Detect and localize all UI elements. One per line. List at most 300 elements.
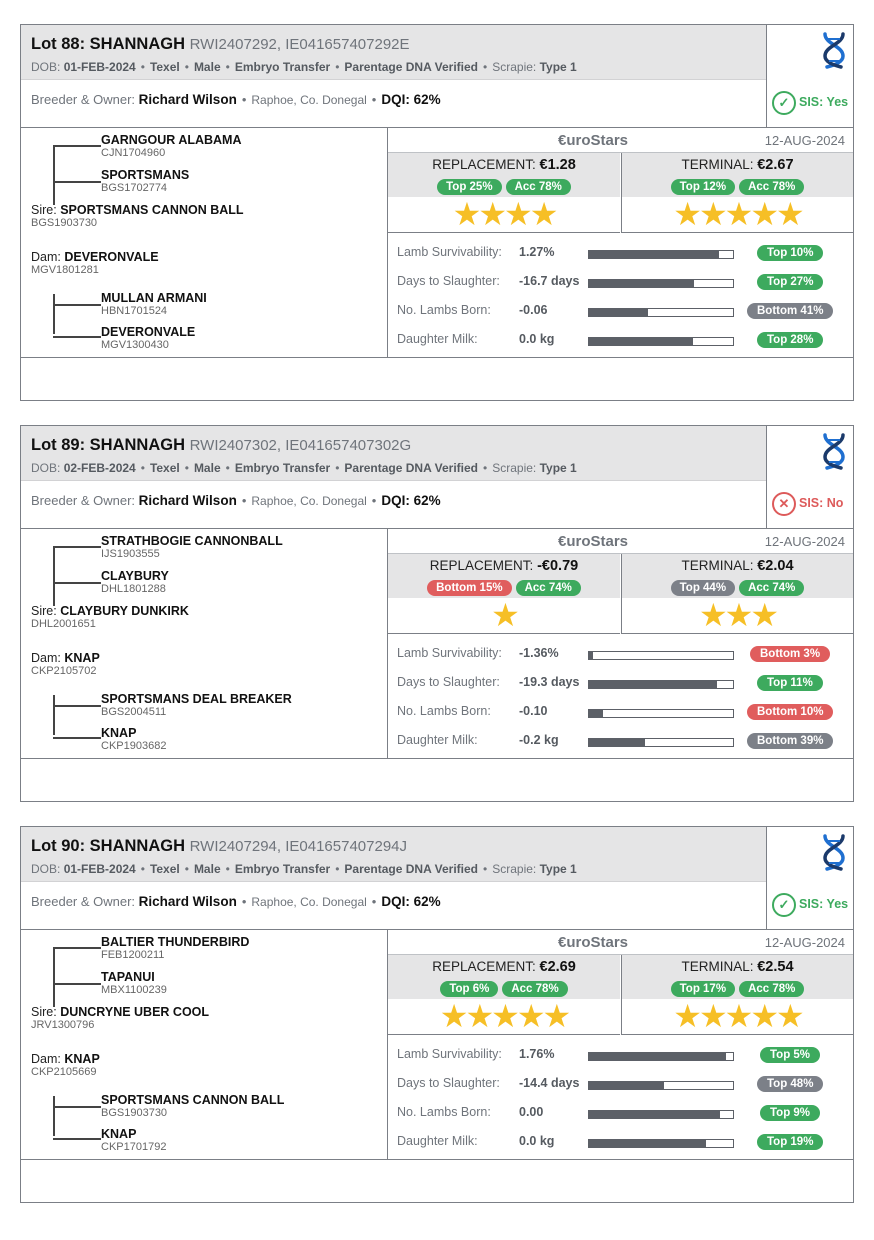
pedigree-sire (31, 203, 244, 229)
replacement-star-rating (388, 1000, 620, 1032)
dqi-value: DQI: 62% (381, 894, 441, 909)
breeder-line (31, 92, 441, 107)
star-icon: ★ (491, 998, 517, 1034)
pedigree-animal-name: KNAP (101, 1127, 137, 1141)
replacement-index (388, 554, 620, 634)
breed: Texel (149, 60, 180, 74)
replacement-star-rating (388, 198, 620, 230)
separator-dot: • (241, 894, 247, 909)
replacement-accuracy-badge: Acc 78% (502, 981, 567, 997)
separator-dot: • (335, 60, 340, 74)
pedigree-animal-name: KNAP (64, 651, 100, 665)
eurostars-title: €uroStars (557, 533, 629, 550)
lot-status-panel (766, 25, 853, 127)
trait-value: -16.7 days (519, 274, 580, 288)
pedigree-animal-name: SPORTSMANS CANNON BALL (101, 1093, 285, 1107)
pedigree-name (101, 692, 292, 706)
pedigree-reg: HBN1701524 (101, 305, 168, 317)
trait-row (388, 668, 853, 697)
eurostars-date: 12-AUG-2024 (764, 534, 845, 549)
trait-bar-fill (589, 710, 603, 717)
pedigree-animal-name: SPORTSMANS (101, 168, 190, 182)
trait-list (388, 235, 853, 359)
pedigree-connector (53, 695, 55, 735)
breeder-name: Richard Wilson (138, 92, 237, 107)
replacement-value: -€0.79 (537, 558, 579, 574)
replacement-rank-badge: Bottom 15% (427, 580, 511, 596)
pedigree-reg: DHL2001651 (31, 618, 96, 630)
lot-details-line (31, 60, 577, 74)
trait-rank-badge: Top 48% (757, 1076, 823, 1092)
terminal-value: €2.04 (757, 558, 794, 574)
trait-bar (588, 1110, 734, 1119)
method: Embryo Transfer (234, 862, 331, 876)
pedigree-animal-name: TAPANUI (101, 970, 155, 984)
pedigree-tree (21, 529, 388, 758)
sis-text: SIS: No (799, 496, 844, 510)
lot-body (21, 127, 853, 358)
pedigree-connector (53, 947, 55, 1007)
pedigree-dam-sire (101, 692, 292, 718)
lot-header (21, 426, 766, 481)
scrapie-label: Scrapie: (492, 60, 537, 74)
trait-bar-fill (589, 280, 694, 287)
trait-row (388, 267, 853, 296)
trait-rank-badge: Top 19% (757, 1134, 823, 1150)
breeder-name: Richard Wilson (138, 493, 237, 508)
trait-label: Daughter Milk: (397, 733, 478, 747)
dna-icon (821, 834, 847, 872)
pedigree-sire-dam (101, 569, 169, 595)
replacement-index-summary (388, 554, 620, 598)
sex: Male (193, 60, 221, 74)
terminal-accuracy-badge: Acc 74% (739, 580, 804, 596)
trait-rank-badge: Top 5% (760, 1047, 820, 1063)
trait-row (388, 1127, 853, 1156)
breeder-label: Breeder & Owner: (31, 894, 136, 909)
trait-value: -19.3 days (519, 675, 580, 689)
trait-bar-fill (589, 1082, 664, 1089)
trait-row (388, 697, 853, 726)
pedigree-reg: CJN1704960 (101, 147, 166, 159)
trait-row (388, 1069, 853, 1098)
pedigree-sire-sire (101, 534, 283, 560)
star-icon: ★ (439, 998, 466, 1034)
pedigree-animal-name: MULLAN ARMANI (101, 291, 207, 305)
trait-row (388, 296, 853, 325)
pedigree-animal-name: STRATHBOGIE CANNONBALL (101, 534, 283, 548)
pedigree-name (31, 1052, 100, 1066)
sis-status (772, 91, 852, 115)
pedigree-connector (53, 737, 101, 739)
pedigree-name (101, 935, 249, 949)
trait-bar (588, 308, 734, 317)
pedigree-dam (31, 651, 100, 677)
trait-row (388, 238, 853, 267)
trait-bar-fill (589, 309, 648, 316)
trait-bar (588, 651, 734, 660)
trait-label: No. Lambs Born: (397, 704, 491, 718)
star-icon: ★ (478, 196, 504, 232)
lot-title (31, 436, 411, 455)
terminal-index-summary (622, 554, 853, 598)
parentage: Parentage DNA Verified (344, 461, 479, 475)
lot-name: Lot 89: SHANNAGH (31, 436, 186, 454)
breeder-label: Breeder & Owner: (31, 92, 136, 107)
eurostars-header (388, 930, 853, 955)
star-icon: ★ (491, 597, 517, 633)
terminal-label-text: TERMINAL: (681, 558, 754, 573)
lot-ids: RWI2407302, IE041657407302G (189, 437, 412, 454)
lot-header (21, 25, 766, 80)
separator-dot: • (371, 92, 377, 107)
trait-rank-badge: Bottom 3% (750, 646, 830, 662)
trait-value: 0.0 kg (519, 1134, 555, 1148)
trait-bar-fill (589, 1140, 706, 1147)
pedigree-animal-name: DEVERONVALE (101, 325, 196, 339)
dna-icon (821, 433, 847, 471)
eurostars-panel (388, 930, 853, 1159)
pedigree-dam-sire (101, 1093, 284, 1119)
terminal-label-text: TERMINAL: (681, 157, 754, 172)
pedigree-sire (31, 1005, 209, 1031)
terminal-index (621, 955, 853, 1035)
trait-bar (588, 709, 734, 718)
trait-label: Daughter Milk: (397, 1134, 478, 1148)
pedigree-sire-sire (101, 133, 242, 159)
terminal-index-summary (622, 955, 853, 999)
star-icon: ★ (516, 998, 543, 1034)
trait-bar (588, 279, 734, 288)
star-icon: ★ (750, 998, 777, 1034)
lot-card (20, 24, 854, 401)
pedigree-dam (31, 1052, 100, 1078)
eurostars-date: 12-AUG-2024 (764, 935, 845, 950)
terminal-badges (622, 979, 853, 997)
trait-value: -14.4 days (519, 1076, 580, 1090)
separator-dot: • (225, 461, 230, 475)
pedigree-role: Sire: (31, 604, 57, 618)
trait-rank-badge: Top 9% (760, 1105, 820, 1121)
trait-bar (588, 1139, 734, 1148)
pedigree-name (101, 726, 166, 740)
scrapie-value: Type 1 (539, 60, 577, 74)
star-icon: ★ (452, 196, 479, 232)
breed: Texel (149, 461, 180, 475)
pedigree-name (101, 1093, 284, 1107)
replacement-index (388, 153, 620, 233)
replacement-index-summary (388, 955, 620, 999)
separator-dot: • (184, 461, 189, 475)
trait-value: -1.36% (519, 646, 559, 660)
trait-row (388, 1040, 853, 1069)
lot-card (20, 425, 854, 802)
pedigree-connector (53, 947, 101, 949)
replacement-label (388, 558, 620, 574)
pedigree-sire-sire (101, 935, 249, 961)
lot-notes-area (21, 1161, 853, 1202)
terminal-index (621, 153, 853, 233)
scrapie-label: Scrapie: (492, 461, 537, 475)
eurostars-header (388, 128, 853, 153)
trait-bar-fill (589, 681, 717, 688)
breeder-location: Raphoe, Co. Donegal (251, 494, 367, 508)
dob-label: DOB: (31, 60, 61, 74)
eurostars-panel (388, 529, 853, 758)
trait-row (388, 1098, 853, 1127)
trait-rank-badge: Bottom 39% (747, 733, 833, 749)
lot-notes-area (21, 359, 853, 400)
replacement-accuracy-badge: Acc 78% (506, 179, 571, 195)
replacement-label-text: REPLACEMENT: (429, 558, 534, 573)
lot-status-panel (766, 827, 853, 929)
star-icon: ★ (529, 196, 556, 232)
pedigree-name (101, 133, 242, 147)
trait-row (388, 325, 853, 354)
star-icon: ★ (724, 597, 751, 633)
pedigree-reg: IJS1903555 (101, 548, 160, 560)
terminal-value: €2.54 (757, 959, 794, 975)
terminal-star-rating (622, 1000, 853, 1032)
pedigree-reg: BGS2004511 (101, 706, 167, 718)
pedigree-reg: BGS1903730 (31, 217, 98, 229)
star-icon: ★ (698, 597, 725, 633)
replacement-index (388, 955, 620, 1035)
replacement-rank-badge: Top 6% (440, 981, 498, 997)
pedigree-name (31, 604, 189, 618)
separator-dot: • (335, 461, 340, 475)
separator-dot: • (225, 60, 230, 74)
star-icon: ★ (698, 998, 725, 1034)
trait-value: -0.2 kg (519, 733, 559, 747)
trait-bar-fill (589, 338, 693, 345)
pedigree-dam-dam (101, 726, 166, 752)
method: Embryo Transfer (234, 461, 331, 475)
separator-dot: • (225, 862, 230, 876)
sis-status (772, 893, 852, 917)
trait-rank-badge: Top 11% (757, 675, 823, 691)
trait-bar-fill (589, 251, 719, 258)
pedigree-reg: MBX1100239 (101, 984, 167, 996)
separator-dot: • (241, 493, 247, 508)
trait-row (388, 726, 853, 755)
dob-value: 01-FEB-2024 (63, 60, 136, 74)
separator-dot: • (140, 60, 145, 74)
star-icon: ★ (724, 998, 751, 1034)
replacement-label-text: REPLACEMENT: (432, 157, 536, 172)
pedigree-animal-name: CLAYBURY DUNKIRK (60, 604, 189, 618)
dob-value: 02-FEB-2024 (63, 461, 136, 475)
separator-dot: • (140, 461, 145, 475)
pedigree-animal-name: CLAYBURY (101, 569, 169, 583)
pedigree-connector (53, 145, 101, 147)
terminal-rank-badge: Top 44% (671, 580, 735, 596)
trait-rank-badge: Bottom 10% (747, 704, 833, 720)
sis-text: SIS: Yes (799, 897, 849, 911)
eurostars-header (388, 529, 853, 554)
replacement-label-text: REPLACEMENT: (432, 959, 536, 974)
terminal-label (622, 558, 853, 574)
replacement-badges (388, 979, 620, 997)
sis-status (772, 492, 852, 516)
lot-details-line (31, 862, 577, 876)
star-icon: ★ (698, 196, 725, 232)
pedigree-name (101, 970, 167, 984)
trait-label: No. Lambs Born: (397, 1105, 491, 1119)
trait-bar (588, 738, 734, 747)
pedigree-connector (53, 294, 55, 334)
separator-dot: • (371, 493, 377, 508)
pedigree-animal-name: SPORTSMANS CANNON BALL (60, 203, 244, 217)
pedigree-role: Dam: (31, 651, 61, 665)
pedigree-animal-name: KNAP (64, 1052, 100, 1066)
trait-label: Lamb Survivability: (397, 1047, 502, 1061)
lot-header (21, 827, 766, 882)
scrapie-value: Type 1 (539, 461, 577, 475)
pedigree-name (31, 250, 159, 264)
pedigree-connector (53, 546, 101, 548)
terminal-accuracy-badge: Acc 78% (739, 179, 804, 195)
terminal-star-rating (622, 599, 853, 631)
trait-label: Days to Slaughter: (397, 1076, 500, 1090)
star-icon: ★ (673, 196, 699, 232)
pedigree-role: Sire: (31, 1005, 57, 1019)
star-icon: ★ (776, 998, 802, 1034)
pedigree-connector (53, 546, 55, 606)
star-icon: ★ (776, 196, 802, 232)
trait-bar (588, 680, 734, 689)
trait-bar (588, 1081, 734, 1090)
pedigree-reg: DHL1801288 (101, 583, 166, 595)
terminal-index-summary (622, 153, 853, 197)
eurostars-panel (388, 128, 853, 357)
breed: Texel (149, 862, 180, 876)
check-circle-icon: ✓ (772, 91, 796, 115)
lot-card (20, 826, 854, 1203)
replacement-index-summary (388, 153, 620, 197)
pedigree-connector (53, 1096, 55, 1136)
dob-label: DOB: (31, 461, 61, 475)
pedigree-animal-name: DEVERONVALE (64, 250, 159, 264)
trait-bar-fill (589, 739, 645, 746)
pedigree-reg: MGV1300430 (101, 339, 169, 351)
pedigree-connector (53, 705, 101, 707)
pedigree-name (101, 1127, 166, 1141)
pedigree-reg: FEB1200211 (101, 949, 165, 961)
pedigree-reg: JRV1300796 (31, 1019, 95, 1031)
sex: Male (193, 461, 221, 475)
pedigree-connector (53, 181, 101, 183)
pedigree-dam-sire (101, 291, 207, 317)
pedigree-tree (21, 128, 388, 357)
trait-rank-badge: Bottom 41% (747, 303, 833, 319)
pedigree-role: Sire: (31, 203, 57, 217)
breeder-line (31, 894, 441, 909)
star-icon: ★ (724, 196, 751, 232)
breeder-line (31, 493, 441, 508)
pedigree-dam-dam (101, 325, 195, 351)
pedigree-name (31, 203, 244, 217)
sis-text: SIS: Yes (799, 95, 849, 109)
trait-rank-badge: Top 28% (757, 332, 823, 348)
pedigree-connector (53, 983, 101, 985)
scrapie-value: Type 1 (539, 862, 577, 876)
pedigree-role: Dam: (31, 1052, 61, 1066)
pedigree-animal-name: GARNGOUR ALABAMA (101, 133, 242, 147)
trait-bar (588, 250, 734, 259)
replacement-value: €2.69 (539, 959, 576, 975)
pedigree-animal-name: SPORTSMANS DEAL BREAKER (101, 692, 292, 706)
dqi-value: DQI: 62% (381, 92, 441, 107)
lot-title (31, 35, 410, 54)
trait-label: Lamb Survivability: (397, 245, 502, 259)
dna-icon (821, 32, 847, 70)
trait-value: 0.0 kg (519, 332, 555, 346)
replacement-label (388, 157, 620, 173)
trait-label: Daughter Milk: (397, 332, 478, 346)
dob-label: DOB: (31, 862, 61, 876)
scrapie-label: Scrapie: (492, 862, 537, 876)
trait-bar-fill (589, 1111, 720, 1118)
trait-rank-badge: Top 27% (757, 274, 823, 290)
breeder-location: Raphoe, Co. Donegal (251, 895, 367, 909)
terminal-star-rating (622, 198, 853, 230)
lot-body (21, 929, 853, 1160)
replacement-accuracy-badge: Acc 74% (516, 580, 581, 596)
pedigree-animal-name: BALTIER THUNDERBIRD (101, 935, 250, 949)
breeder-location: Raphoe, Co. Donegal (251, 93, 367, 107)
replacement-badges (388, 578, 620, 596)
eurostars-date: 12-AUG-2024 (764, 133, 845, 148)
replacement-star-rating (388, 599, 620, 631)
trait-label: Days to Slaughter: (397, 675, 500, 689)
eurostars-title: €uroStars (557, 934, 629, 951)
pedigree-connector (53, 336, 101, 338)
lot-name: Lot 88: SHANNAGH (31, 35, 186, 53)
terminal-rank-badge: Top 17% (671, 981, 735, 997)
separator-dot: • (140, 862, 145, 876)
breeder-label: Breeder & Owner: (31, 493, 136, 508)
terminal-label-text: TERMINAL: (681, 959, 754, 974)
lot-title (31, 837, 407, 856)
lot-status-panel (766, 426, 853, 528)
pedigree-name (101, 168, 189, 182)
pedigree-reg: CKP1903682 (101, 740, 167, 752)
separator-dot: • (184, 60, 189, 74)
pedigree-name (101, 569, 169, 583)
star-icon: ★ (750, 597, 777, 633)
pedigree-reg: BGS1702774 (101, 182, 168, 194)
pedigree-sire-dam (101, 168, 189, 194)
pedigree-reg: CKP1701792 (101, 1141, 167, 1153)
sex: Male (193, 862, 221, 876)
pedigree-reg: CKP2105669 (31, 1066, 97, 1078)
trait-value: -0.06 (519, 303, 548, 317)
pedigree-dam (31, 250, 159, 276)
trait-list (388, 1037, 853, 1161)
dqi-value: DQI: 62% (381, 493, 441, 508)
replacement-badges (388, 177, 620, 195)
trait-rank-badge: Top 10% (757, 245, 823, 261)
trait-bar-fill (589, 652, 593, 659)
separator-dot: • (483, 862, 488, 876)
trait-value: 1.27% (519, 245, 555, 259)
breeder-name: Richard Wilson (138, 894, 237, 909)
pedigree-connector (53, 1138, 101, 1140)
lot-name: Lot 90: SHANNAGH (31, 837, 186, 855)
lot-ids: RWI2407292, IE041657407292E (189, 36, 410, 53)
separator-dot: • (335, 862, 340, 876)
